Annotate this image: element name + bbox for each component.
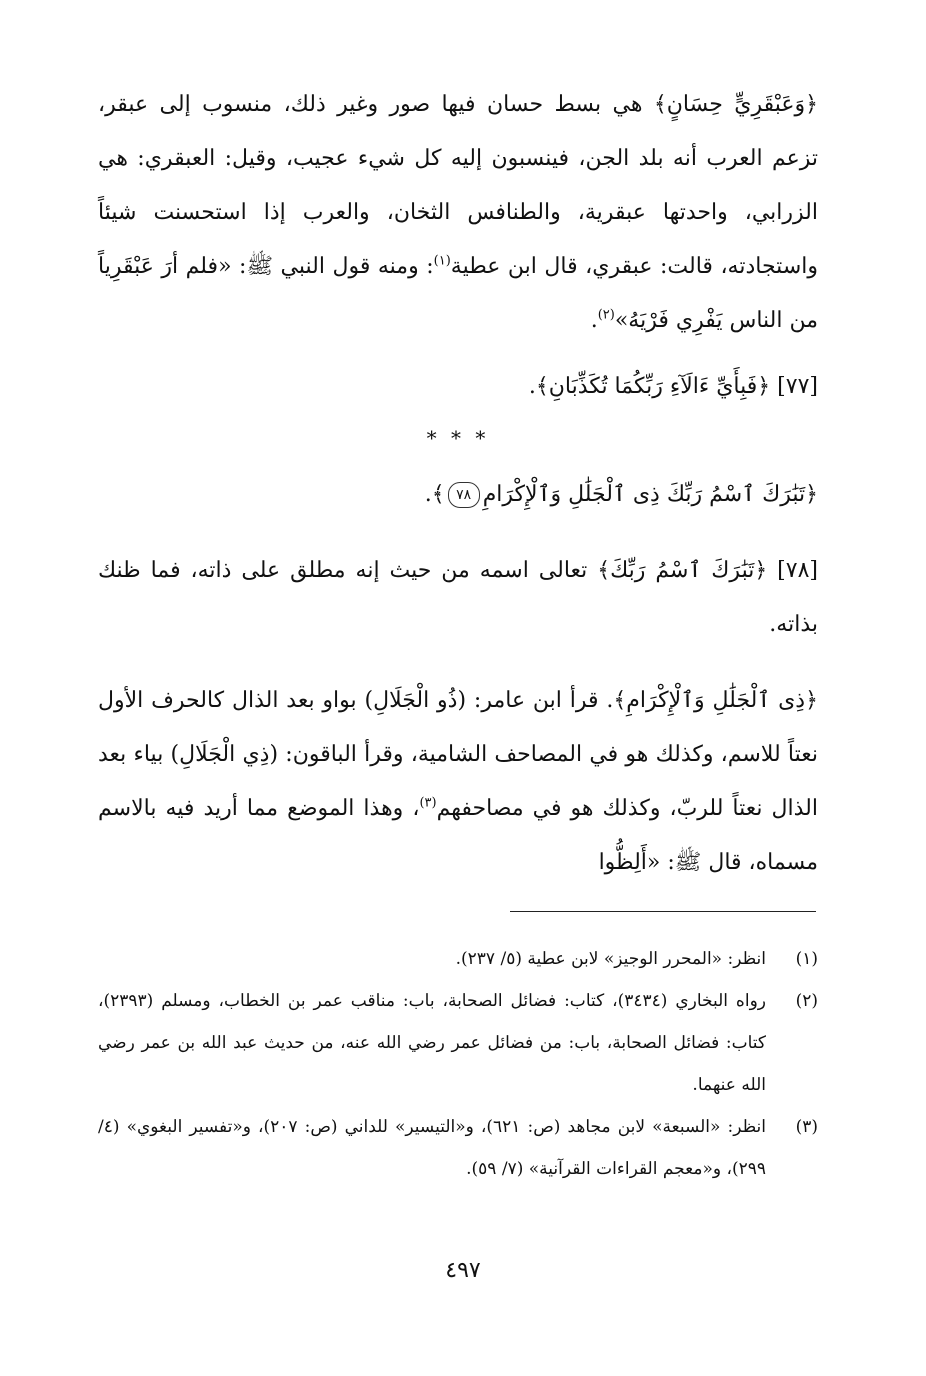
footnote-ref-2[interactable]: (٢) [597,307,615,323]
footnote-text: انظر: «المحرر الوجيز» لابن عطية (٥/ ٢٣٧). [455,949,766,969]
footnote-ref-1[interactable]: (١) [433,253,451,269]
footnote-number: (٣) [795,1117,818,1137]
footnote-text: انظر: «السبعة» لابن مجاهد (ص: ٦٢١)، و«التيسير» للداني (ص: ٢٠٧)، و«تفسير البغوي» (٤/ ٢٩٩)، و«معجم القراءات القرآنية» (٧/ ٥٩). [98,1117,766,1179]
quran-verse: ﴿تَبَٰرَكَ ٱسْمُ رَبِّكَ ذِى ٱلْجَلَٰلِ وَٱلْإِكْرَامِ [482,482,818,507]
commentary-text-2: ، وهذا الموضع مما أريد فيه بالاسم مسماه، قال ﷺ: «أَلِظُّوا [98,796,818,875]
commentary-text: هي بسط حسان فيها صور وغير ذلك، منسوب إلى عبقر، تزعم العرب أنه بلد الجن، فينسبون إليه كل شيء عجيب، وقيل: العبقري: هي الزرابي، واحدتها عبقرية، والطنافس الثخان، والعرب إذا استحسنت شيئاً واستجادته، قالت: عبقري، قال ابن عطية [98,92,818,279]
footnote-ref-3[interactable]: (٣) [419,795,437,811]
sentence-end: . [590,308,598,333]
commentary-text: ﴿ذِى ٱلْجَلَٰلِ وَٱلْإِكْرَامِ﴾. قرأ ابن عامر: (ذُو الْجَلَالِ) بواو بعد الذال كالحرف الأول نعتاً للاسم، وكذلك هو في المصاحف الشامية، وقرأ الباقون: (ذِي الْجَلَالِ) بياء بعد الذال نعتاً للربّ، وكذلك هو في مصاحفهم [98,688,818,821]
footnote-1 [98,938,818,980]
footnote-3 [98,1106,818,1190]
main-text [98,78,818,890]
paragraph-78: [٧٨] ﴿تَبَٰرَكَ ٱسْمُ رَبِّكَ﴾ تعالى اسمه من حيث إنه مطلق على ذاته، فما ظنك بذاته. [98,558,818,637]
footnote-number: (١) [795,949,818,969]
verse-end: ﴾. [424,482,445,507]
verse-78-header [98,468,818,522]
footnote-text: رواه البخاري (٣٤٣٤)، كتاب: فضائل الصحابة، باب: مناقب عمر بن الخطاب، ومسلم (٢٣٩٣)، كتاب: فضائل الصحابة، باب: من فضائل عمر رضي الله عنه، من حديث عبد الله بن عمر رضي الله عنهما. [98,991,766,1095]
paragraph-abqari [98,78,818,348]
quran-verse: ﴿وَعَبْقَرِيٍّ حِسَانٍ﴾ [653,92,818,117]
section-separator: * * * [426,426,490,450]
paragraph-dhul-jalal [98,674,818,890]
verse-77: [٧٧] ﴿فَبِأَيِّ ءَالَآءِ رَبِّكُمَا تُكَذِّبَانِ﴾. [528,374,818,399]
verse-number-badge: ٧٨ [448,482,480,508]
footnote-number: (٢) [795,991,818,1011]
footnote-2 [98,980,818,1106]
commentary-text-2: : ومنه قول النبي ﷺ: «فلم أرَ عَبْقَرِياً من الناس يَفْرِي فَرْيَهُ» [98,254,818,333]
page-number: ٤٩٧ [445,1258,481,1283]
footnote-divider [510,911,816,912]
footnotes [98,938,818,1190]
